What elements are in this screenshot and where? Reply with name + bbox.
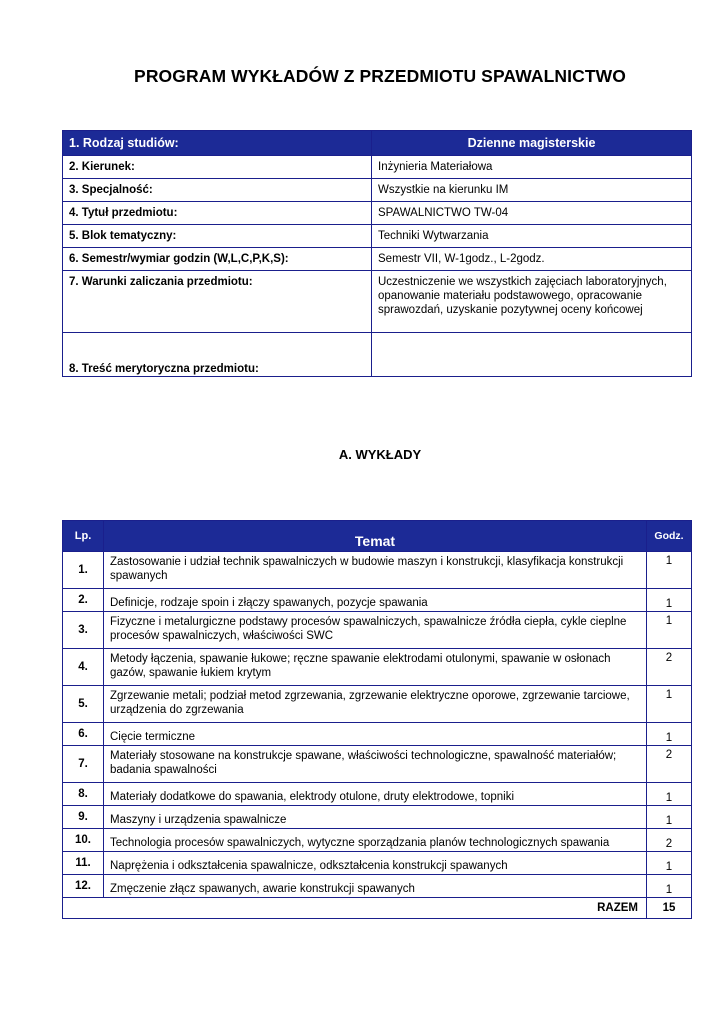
row-number: 12. xyxy=(63,875,104,898)
info-label-block: 5. Blok tematyczny: xyxy=(63,225,372,248)
info-value-course-title: SPAWALNICTWO TW-04 xyxy=(372,202,692,225)
row-number: 2. xyxy=(63,589,104,612)
table-row xyxy=(63,649,692,686)
row-topic: Materiały stosowane na konstrukcje spawane, właściwości technologiczne, spawalność materiałów; badania spawalności xyxy=(104,746,647,783)
row-hours: 2 xyxy=(647,746,692,783)
row-number: 9. xyxy=(63,806,104,829)
lectures-table xyxy=(62,520,692,919)
row-topic: Definicje, rodzaje spoin i złączy spawanych, pozycje spawania xyxy=(104,589,647,612)
row-hours: 1 xyxy=(647,852,692,875)
table-row xyxy=(63,783,692,806)
course-info-table xyxy=(62,130,692,377)
table-row xyxy=(63,612,692,649)
info-value-conditions: Uczestniczenie we wszystkich zajęciach laboratoryjnych, opanowanie materiału podstawowego, opracowanie sprawozdań, uzyskanie pozytywnej oceny końcowej xyxy=(372,271,692,333)
row-hours: 1 xyxy=(647,875,692,898)
table-row xyxy=(63,875,692,898)
section-title: A. WYKŁADY xyxy=(338,447,422,462)
row-topic: Metody łączenia, spawanie łukowe; ręczne spawanie elektrodami otulonymi, spawanie w osłonach gazów, spawanie łukiem krytym xyxy=(104,649,647,686)
row-topic: Maszyny i urządzenia spawalnicze xyxy=(104,806,647,829)
header-lp: Lp. xyxy=(63,521,104,552)
lectures-header-row xyxy=(63,521,692,552)
row-topic: Zmęczenie złącz spawanych, awarie konstrukcji spawanych xyxy=(104,875,647,898)
table-row xyxy=(63,589,692,612)
row-hours: 1 xyxy=(647,723,692,746)
header-hours: Godz. xyxy=(647,521,692,552)
info-row xyxy=(63,156,692,179)
info-header-row xyxy=(63,131,692,156)
info-value-specialty: Wszystkie na kierunku IM xyxy=(372,179,692,202)
row-number: 4. xyxy=(63,649,104,686)
info-value-block: Techniki Wytwarzania xyxy=(372,225,692,248)
row-number: 7. xyxy=(63,746,104,783)
row-number: 10. xyxy=(63,829,104,852)
table-row xyxy=(63,746,692,783)
info-row xyxy=(63,179,692,202)
row-number: 1. xyxy=(63,552,104,589)
info-label-specialty: 3. Specjalność: xyxy=(63,179,372,202)
info-value-content xyxy=(372,333,692,377)
info-label-conditions: 7. Warunki zaliczania przedmiotu: xyxy=(63,271,372,333)
total-value: 15 xyxy=(647,898,692,919)
table-row xyxy=(63,829,692,852)
table-row xyxy=(63,686,692,723)
info-row xyxy=(63,248,692,271)
row-number: 6. xyxy=(63,723,104,746)
info-value-semester: Semestr VII, W-1godz., L-2godz. xyxy=(372,248,692,271)
info-label-study-type: 1. Rodzaj studiów: xyxy=(63,131,372,156)
row-hours: 1 xyxy=(647,552,692,589)
total-label: RAZEM xyxy=(63,898,647,919)
total-row xyxy=(63,898,692,919)
row-topic: Cięcie termiczne xyxy=(104,723,647,746)
row-topic: Zastosowanie i udział technik spawalniczych w budowie maszyn i konstrukcji, klasyfikacja konstrukcji spawanych xyxy=(104,552,647,589)
info-row xyxy=(63,202,692,225)
row-hours: 1 xyxy=(647,783,692,806)
info-label-course-title: 4. Tytuł przedmiotu: xyxy=(63,202,372,225)
row-hours: 1 xyxy=(647,806,692,829)
info-value-study-type: Dzienne magisterskie xyxy=(372,131,692,156)
header-topic: Temat xyxy=(104,521,647,552)
table-row xyxy=(63,552,692,589)
row-hours: 2 xyxy=(647,649,692,686)
row-topic: Zgrzewanie metali; podział metod zgrzewania, zgrzewanie elektryczne oporowe, zgrzewanie tarciowe, urządzenia do zgrzewania xyxy=(104,686,647,723)
page-title: PROGRAM WYKŁADÓW Z PRZEDMIOTU SPAWALNICTWO xyxy=(134,66,626,86)
row-hours: 1 xyxy=(647,589,692,612)
row-number: 8. xyxy=(63,783,104,806)
row-hours: 2 xyxy=(647,829,692,852)
table-row xyxy=(63,852,692,875)
row-topic: Technologia procesów spawalniczych, wytyczne sporządzania planów technologicznych spawania xyxy=(104,829,647,852)
row-number: 5. xyxy=(63,686,104,723)
info-label-semester: 6. Semestr/wymiar godzin (W,L,C,P,K,S): xyxy=(63,248,372,271)
table-row xyxy=(63,806,692,829)
row-hours: 1 xyxy=(647,686,692,723)
row-number: 11. xyxy=(63,852,104,875)
info-row xyxy=(63,271,692,333)
info-value-field: Inżynieria Materiałowa xyxy=(372,156,692,179)
row-topic: Naprężenia i odkształcenia spawalnicze, odkształcenia konstrukcji spawanych xyxy=(104,852,647,875)
info-label-field: 2. Kierunek: xyxy=(63,156,372,179)
info-row xyxy=(63,225,692,248)
row-number: 3. xyxy=(63,612,104,649)
row-topic: Fizyczne i metalurgiczne podstawy procesów spawalniczych, spawalnicze źródła ciepła, cykle cieplne procesów spawalniczych, właściwości SWC xyxy=(104,612,647,649)
table-row xyxy=(63,723,692,746)
info-label-content: 8. Treść merytoryczna przedmiotu: xyxy=(63,333,372,377)
info-row xyxy=(63,333,692,377)
row-hours: 1 xyxy=(647,612,692,649)
row-topic: Materiały dodatkowe do spawania, elektrody otulone, druty elektrodowe, topniki xyxy=(104,783,647,806)
